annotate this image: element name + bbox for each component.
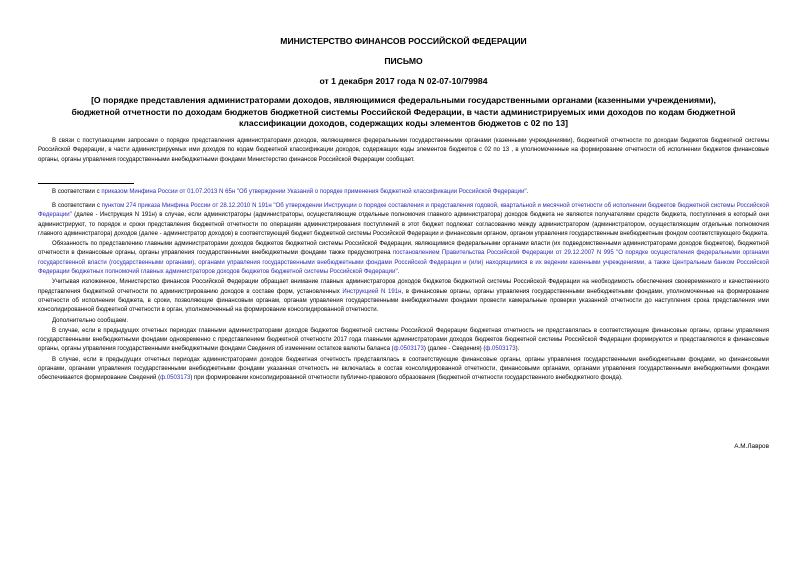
instruction-link[interactable]: Инструкцией N 191н (342, 288, 402, 295)
form-0503173-link[interactable]: ф.0503173 (485, 346, 516, 353)
paragraph-1 (38, 202, 769, 239)
document-date-number: от 1 декабря 2017 года N 02-07-10/79984 (319, 76, 488, 86)
footnote (38, 188, 769, 197)
intro-paragraph (38, 137, 769, 165)
paragraph-text: В случае, если в предыдущих отчетных периодах администраторами доходов бюджетная отчетность представлялась в соответствующие финансовые органы, органы управления государственными внебюджетными фондами, но финансовыми органами, органами управления государственными внебюджетными фондами указанная отчетность не включалась в состав консолидированной отчетности, финансовыми органами, органами управления государственными внебюджетными фондами обеспечивается формирование Сведений ( (38, 356, 769, 382)
paragraph-text: В случае, если в предыдущих отчетных периодах главными администраторами доходов бюджетов бюджетной системы Российской Федерации бюджетная отчетность не представлялась в соответствующие финансовые органы, органы управления государственными внебюджетными фондами одновременно с представлением бюджетной отчетности 2017 года главными администраторами доходов бюджетов бюджетной системы Российской Федерации формируются и представляются в финансовые органы, органы управления государственными внебюджетными фондами Сведения об изменении остатков валюты баланса ( (38, 327, 769, 353)
footnote-prefix: В соответствии с (52, 189, 102, 195)
paragraph-text: ) при формировании консолидированной отчетности публично-правового образования (бюджетной отчетности государственного внебюджетного фонда). (190, 375, 623, 382)
paragraph-text: Учитывая изложенное, Министерство финансов Российской Федерации обращает внимание главных администраторов доходов бюджетов бюджетной системы Российской Федерации на необходимость обеспечения своевременного и качественного представления бюджетной отчетности по администрированию доходов в составе форм, установленных (38, 279, 769, 295)
form-0503173-link[interactable]: ф.0503173 (160, 375, 191, 382)
form-0503173-link[interactable]: ф.0503173 (393, 346, 424, 353)
intro-text: В связи с поступающими запросами о порядке представления администраторами доходов, являющимися федеральными государственными органами (казенными учреждениями), бюджетной отчетности по доходам бюджетов бюджетной системы Российской Федерации, в части администрируемых ими доходов по кодам бюджетной классификации доходов, содержащих коды элементов бюджетов с 02 по 13 , в уполномоченные на формирование отчетности об исполнении бюджетов финансовые органы, органы управления государственными внебюджетными фондами Министерство финансов Российской Федерации сообщает. (38, 138, 769, 163)
signer-name: А.М.Лавров (734, 443, 769, 450)
main-body (38, 202, 769, 385)
paragraph-text: В соответствии с (52, 203, 102, 209)
document-subject: [О порядке представления администраторами доходов, являющимися федеральными государственными органами (казенными учреждениями), бюджетной отчетности по доходам бюджетов бюджетной системы Российской Федерации, в части администрируемых ими доходов по кодам бюджетной классификации доходов, содержащих коды элементов бюджетов с 02 по 13] (71, 95, 736, 129)
resolution-995-link[interactable]: постановлением Правительства Российской Федерации от 29.12.2007 N 995 "О порядке осуществления федеральными органами государственной власти (государственными органами), органами управления государственными внебюджетными фондами Российской Федерации и (или) находящимися в их ведении казенными учреждениями, а также Центральным банком Российской Федерации бюджетных полномочий главных администраторов доходов бюджетов бюджетной системы Российской Федерации" (38, 250, 769, 276)
ministry-title: МИНИСТЕРСТВО ФИНАНСОВ РОССИЙСКОЙ ФЕДЕРАЦИИ (280, 36, 527, 46)
footnote-suffix: . (526, 189, 529, 195)
paragraph-4: Дополнительно сообщаем. (52, 317, 129, 324)
paragraph-text: ) (далее - Сведения) ( (423, 346, 486, 353)
paragraph-6 (38, 356, 769, 384)
paragraph-text: , в финансовые органы, органы управления государственными внебюджетными фондами, уполномоченные на формирование отчетности об исполнении бюджета, в сроки, позволяющие финансовым органам, органам управления государственными внебюджетными фондами провести камеральные проверки указанной отчетности до наступления срока представления ими консолидированной бюджетной отчетности в орган, уполномоченный на формирование консолидированной отчетности. (38, 288, 769, 314)
paragraph-2 (38, 240, 769, 277)
instruction-191n-link[interactable]: пунктом 274 приказа Минфина России от 28.12.2010 N 191н "Об утверждении Инструкции о порядке составления и представления годовой, квартальной и месячной отчетности об исполнении бюджетов бюджетной системы Российской Федерации" (38, 203, 769, 219)
document-type: ПИСЬМО (384, 56, 423, 66)
paragraph-text: Обязанность по представлению главными администраторами доходов бюджетов бюджетной системы Российской Федерации, являющимися федеральными органами власти (их подведомственными администраторами доходов бюджетов), бюджетной отчетности в финансовые органы, органы управления государственными внебюджетными фондами также предусмотрена (38, 241, 769, 257)
paragraph-5 (38, 327, 769, 355)
paragraph-text: ). (515, 346, 520, 353)
footnote-divider (38, 183, 134, 184)
paragraph-3 (38, 278, 769, 315)
paragraph-text: . (397, 269, 400, 276)
footnote-link[interactable]: приказом Минфина России от 01.07.2013 N 65н "Об утверждении Указаний о порядке применения бюджетной классификации Российской Федерации" (101, 189, 527, 195)
paragraph-text: (далее - Инструкция N 191н) в случае, если администраторы (администраторы, осуществляющие отдельные полномочия главного администратора) доходов бюджета не являются получателями средств бюджета, поступления в который они администрируют, то порядок и сроки представления бюджетной отчетности по операциям администрирования поступлений в этот бюджет подлежат согласованию между администратором (администратором, осуществляющим отдельные полномочия главного администратора) доходов (далее - администратор доходов) в соответствующий бюджет бюджетной системы Российской Федерации и финансовым органом, органом управления государственным внебюджетным фондом соответствующего бюджета. (38, 212, 769, 237)
